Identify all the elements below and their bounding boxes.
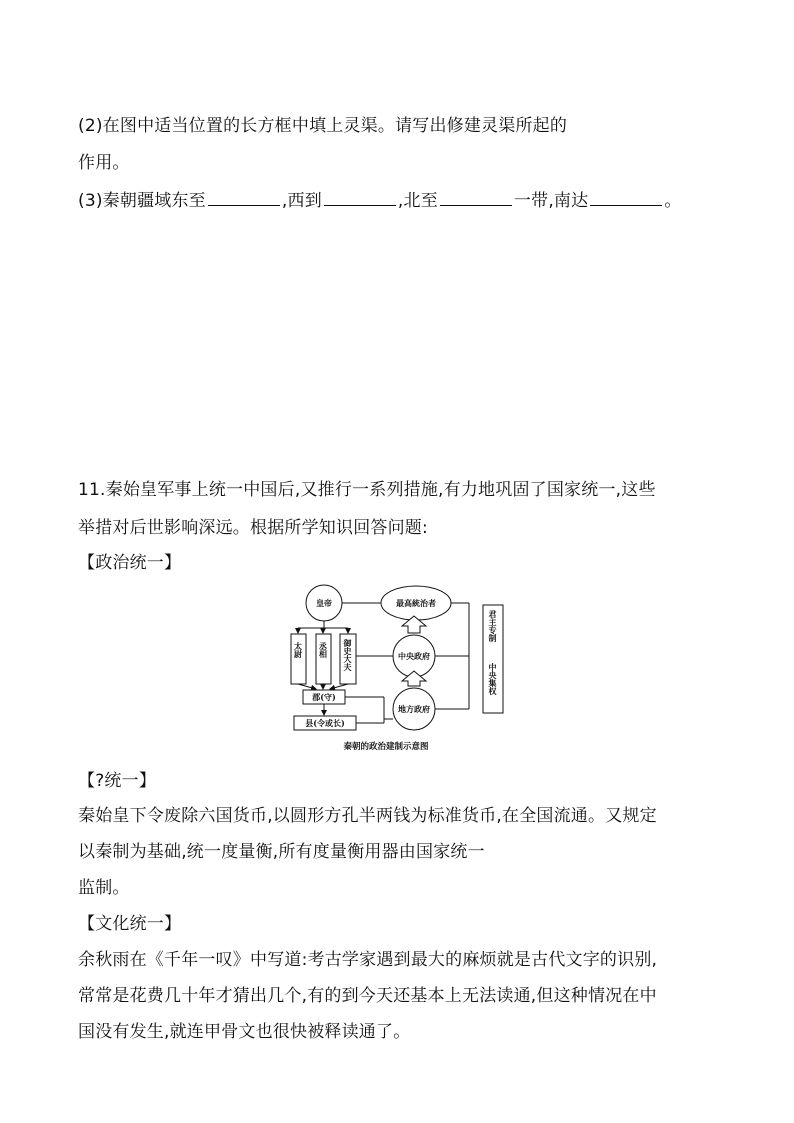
q3-mid-3: 一带,南达	[513, 191, 589, 211]
qin-political-system-diagram	[286, 583, 516, 753]
q2-line-2: 作用。	[78, 153, 130, 173]
xian-label: 县(令或长)	[305, 718, 345, 728]
side-label-bottom: 中央集权	[488, 663, 498, 695]
q3-line	[78, 187, 682, 214]
chengxiang-label: 丞相	[318, 642, 329, 658]
taiwei-label: 太尉	[293, 642, 304, 658]
culture-line-3: 国没有发生,就连甲骨文也很快被释读通了。	[78, 1022, 411, 1042]
answer-blank-east[interactable]	[208, 187, 280, 206]
central-gov-label: 中央政府	[398, 651, 430, 661]
economy-line-1: 秦始皇下令废除六国货币,以圆形方孔半两钱为标准货币,在全国流通。又规定	[78, 806, 657, 826]
section-heading-culture: 【文化统一】	[78, 914, 182, 934]
q11-line-1: 11.秦始皇军事上统一中国后,又推行一系列措施,有力地巩固了国家统一,这些	[78, 480, 656, 500]
q3-mid-2: ,北至	[397, 191, 438, 211]
section-heading-economy: 【?统一】	[78, 771, 157, 791]
answer-blank-south[interactable]	[590, 187, 662, 206]
economy-line-2: 以秦制为基础,统一度量衡,所有度量衡用器由国家统一	[78, 842, 485, 862]
economy-line-3: 监制。	[78, 878, 130, 898]
answer-blank-north[interactable]	[440, 187, 512, 206]
emperor-label: 皇帝	[316, 598, 332, 608]
diagram-svg	[286, 583, 516, 753]
answer-blank-west[interactable]	[324, 187, 396, 206]
q3-suffix: 。	[664, 191, 682, 211]
q3-prefix: (3)秦朝疆域东至	[78, 191, 206, 211]
side-label-top: 君主专制	[488, 610, 498, 642]
q11-line-2: 举措对后世影响深远。根据所学知识回答问题:	[78, 518, 428, 538]
yushi-label: 御史大夫	[343, 639, 353, 671]
q3-mid-1: ,西到	[281, 191, 322, 211]
culture-line-2: 常常是花费几十年才猜出几个,有的到今天还基本上无法读通,但这种情况在中	[78, 986, 657, 1006]
section-heading-politics: 【政治统一】	[78, 553, 182, 573]
jun-label: 郡(守)	[312, 692, 336, 702]
diagram-caption: 秦朝的政治建制示意图	[343, 742, 429, 752]
culture-line-1: 余秋雨在《千年一叹》中写道:考古学家遇到最大的麻烦就是古代文字的识别,	[78, 950, 658, 970]
q2-line-1: (2)在图中适当位置的长方框中填上灵渠。请写出修建灵渠所起的	[78, 116, 568, 136]
local-gov-label: 地方政府	[398, 704, 430, 714]
supreme-ruler-label: 最高統治者	[396, 598, 436, 608]
